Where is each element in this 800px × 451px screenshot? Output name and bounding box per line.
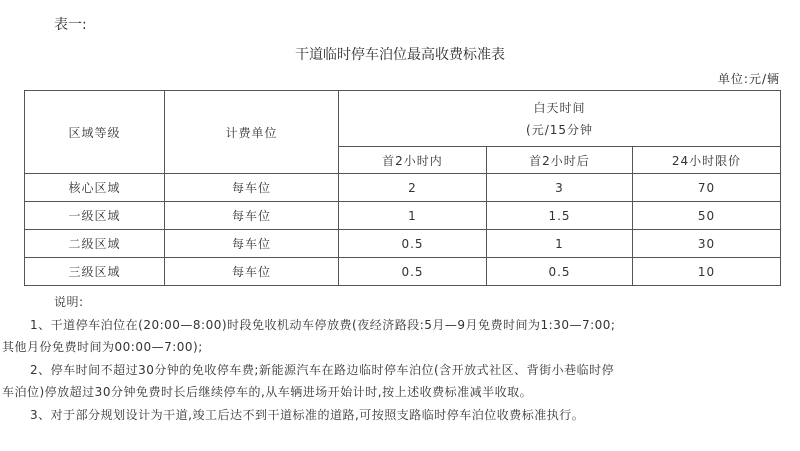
after2-cell: 0.5 [487, 258, 633, 286]
unit-cell: 每车位 [165, 230, 339, 258]
note-1-line-1: 1、干道停车泊位在(20:00—8:00)时段免收机动车停放费(夜经济路段:5月—9月免费时间为1:30—7:00; [30, 317, 616, 332]
table-row [25, 258, 781, 286]
limit-cell: 50 [633, 202, 781, 230]
first2-cell: 0.5 [339, 258, 487, 286]
first2-cell: 0.5 [339, 230, 487, 258]
limit-cell: 10 [633, 258, 781, 286]
header-zone: 区域等级 [25, 91, 165, 174]
note-2-line-1: 2、停车时间不超过30分钟的免收停车费;新能源汽车在路边临时停车泊位(含开放式社区、背街小巷临时停 [30, 362, 615, 377]
note-1-line-2: 其他月份免费时间为00:00—7:00); [2, 340, 203, 354]
table-label: 表一: [54, 17, 87, 33]
unit-cell: 每车位 [165, 202, 339, 230]
first2-cell: 1 [339, 202, 487, 230]
table-row [25, 230, 781, 258]
table-title: 干道临时停车泊位最高收费标准表 [295, 47, 505, 63]
header-first-2h: 首2小时内 [339, 147, 487, 174]
table-row [25, 202, 781, 230]
unit-cell: 每车位 [165, 258, 339, 286]
header-daytime-sub: (元/15分钟 [526, 122, 594, 137]
header-billing-unit: 计费单位 [165, 91, 339, 174]
note-2-line-2: 车泊位)停放超过30分钟免费时长后继续停车的,从车辆进场开始计时,按上述收费标准减半收取。 [2, 385, 533, 399]
header-row-1 [25, 91, 781, 147]
notes [0, 291, 800, 426]
limit-cell: 70 [633, 174, 781, 202]
zone-cell: 三级区域 [25, 258, 165, 286]
unit-note: 单位:元/辆 [717, 72, 780, 86]
zone-cell: 一级区域 [25, 202, 165, 230]
zone-cell: 核心区域 [25, 174, 165, 202]
unit-cell: 每车位 [165, 174, 339, 202]
after2-cell: 1.5 [487, 202, 633, 230]
after2-cell: 1 [487, 230, 633, 258]
after2-cell: 3 [487, 174, 633, 202]
limit-cell: 30 [633, 230, 781, 258]
header-daytime-label: 白天时间 [533, 100, 586, 115]
zone-cell: 二级区域 [25, 230, 165, 258]
first2-cell: 2 [339, 174, 487, 202]
header-after-2h: 首2小时后 [487, 147, 633, 174]
header-24h-limit: 24小时限价 [633, 147, 781, 174]
header-daytime [339, 91, 781, 147]
note-3: 3、对于部分规划设计为干道,竣工后达不到干道标准的道路,可按照支路临时停车泊位收费标准执行。 [30, 407, 585, 422]
table-row [25, 174, 781, 202]
fee-table [24, 90, 781, 286]
notes-heading: 说明: [54, 295, 84, 309]
